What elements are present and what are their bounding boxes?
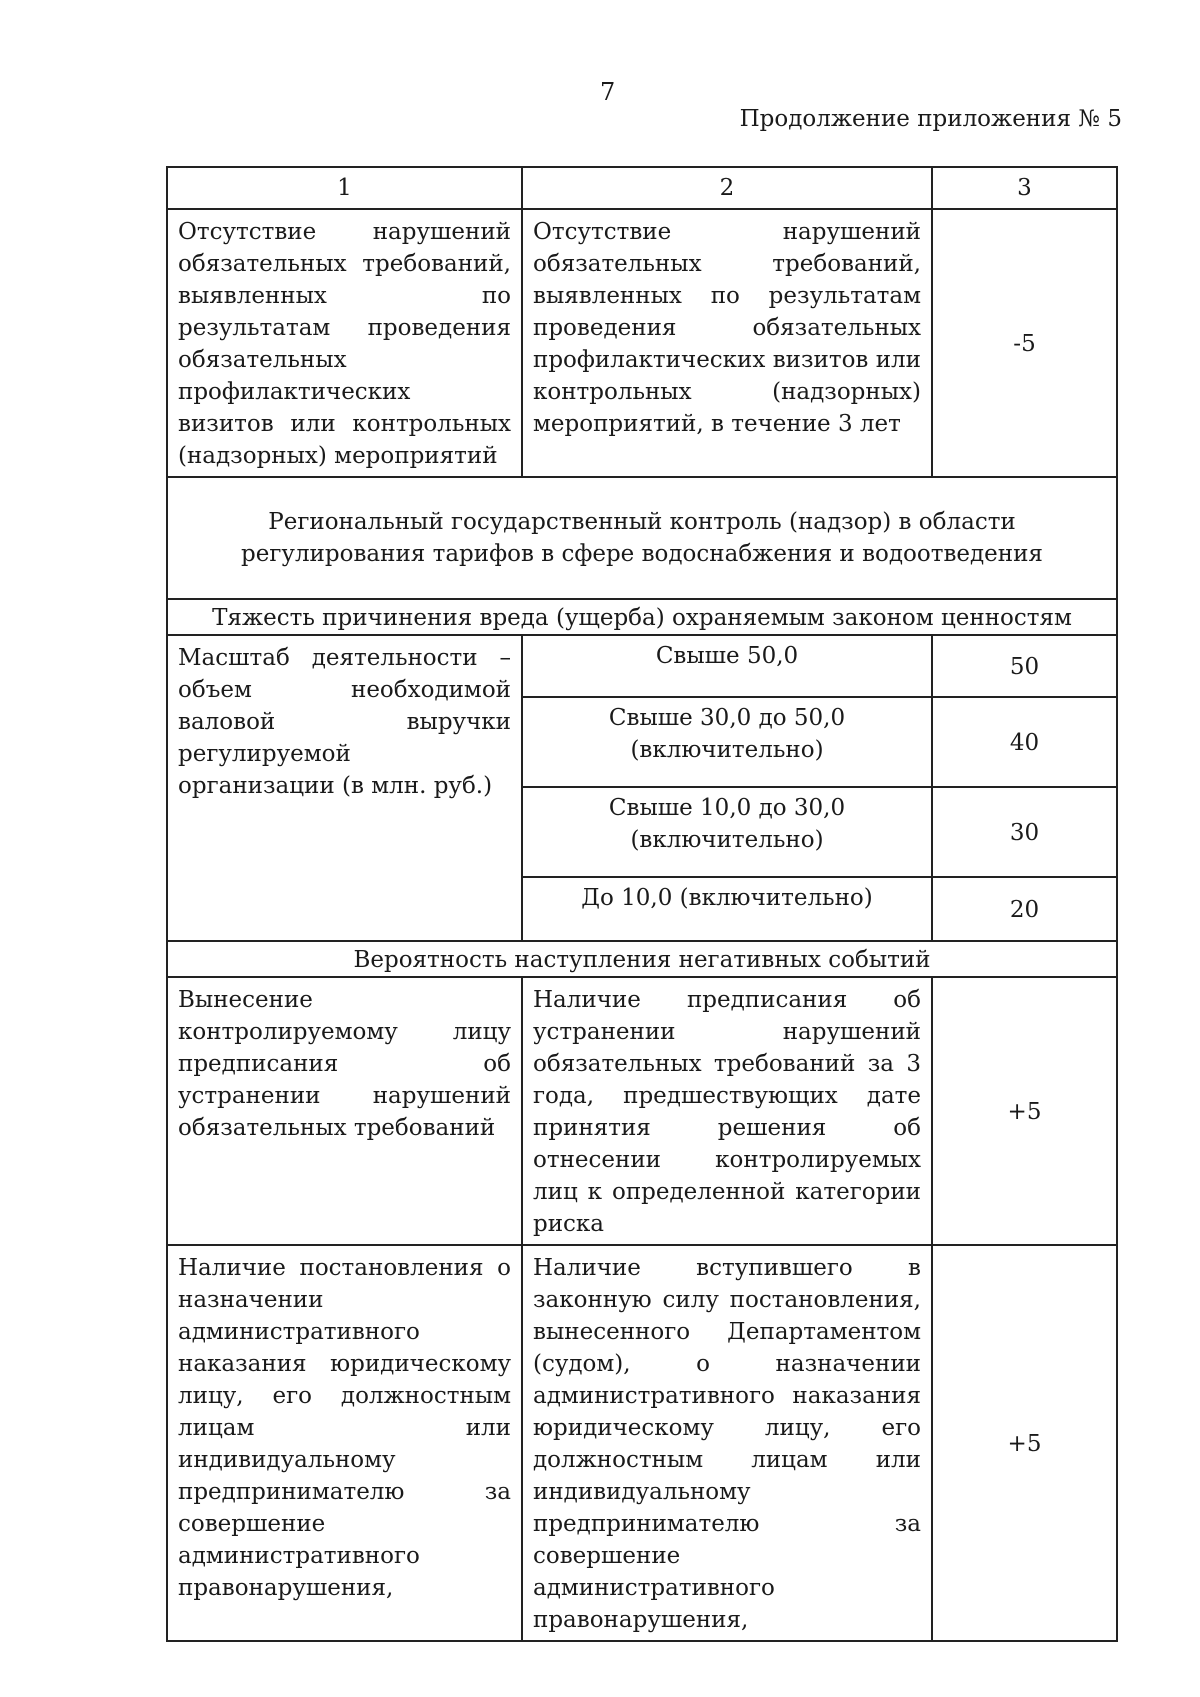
score-cell: -5 xyxy=(932,209,1117,477)
criterion-cell: Отсутствие нарушений обязательных требований, выявленных по результатам проведения обязательных профилактических визитов или контрольных (надзорных) мероприятий xyxy=(167,209,522,477)
indicator-cell: Наличие предписания об устранении нарушений обязательных требований за 3 года, предшествующих дате принятия решения об отнесении контролируемых лиц к определенной категории риска xyxy=(522,977,932,1245)
score-cell: 40 xyxy=(932,697,1117,787)
score-cell: 20 xyxy=(932,877,1117,941)
column-header-3: 3 xyxy=(932,167,1117,209)
criterion-cell: Наличие постановления о назначении административного наказания юридическому лицу, его должностным лицам или индивидуальному предпринимателю за совершение административного правонарушения, xyxy=(167,1245,522,1641)
range-cell: Свыше 30,0 до 50,0 (включительно) xyxy=(522,697,932,787)
indicator-cell: Наличие вступившего в законную силу постановления, вынесенного Департаментом (судом), о назначении административного наказания юридическому лицу, его должностным лицам или индивидуальному предпринимателю за совершение административного правонарушения, xyxy=(522,1245,932,1641)
indicator-cell: Отсутствие нарушений обязательных требований, выявленных по результатам проведения обязательных профилактических визитов или контрольных (надзорных) мероприятий, в течение 3 лет xyxy=(522,209,932,477)
score-cell: 30 xyxy=(932,787,1117,877)
table-row xyxy=(167,635,1117,697)
range-cell: До 10,0 (включительно) xyxy=(522,877,932,941)
subheader-row xyxy=(167,599,1117,635)
appendix-label: Продолжение приложения № 5 xyxy=(739,106,1122,132)
score-cell: +5 xyxy=(932,977,1117,1245)
table-row xyxy=(167,209,1117,477)
probability-header: Вероятность наступления негативных событий xyxy=(167,941,1117,977)
range-cell: Свыше 10,0 до 30,0 (включительно) xyxy=(522,787,932,877)
table-row xyxy=(167,1245,1117,1641)
section-title: Региональный государственный контроль (надзор) в области регулирования тарифов в сфере водоснабжения и водоотведения xyxy=(167,477,1117,599)
range-cell: Свыше 50,0 xyxy=(522,635,932,697)
criteria-table xyxy=(166,166,1118,1642)
criterion-cell: Вынесение контролируемому лицу предписания об устранении нарушений обязательных требований xyxy=(167,977,522,1245)
severity-header: Тяжесть причинения вреда (ущерба) охраняемым законом ценностям xyxy=(167,599,1117,635)
page-number: 7 xyxy=(600,78,616,106)
subheader-row xyxy=(167,941,1117,977)
column-header-1: 1 xyxy=(167,167,522,209)
score-cell: +5 xyxy=(932,1245,1117,1641)
table-row xyxy=(167,977,1117,1245)
scale-label-cell: Масштаб деятельности – объем необходимой валовой выручки регулируемой организации (в млн. руб.) xyxy=(167,635,522,941)
column-header-2: 2 xyxy=(522,167,932,209)
table-header-row xyxy=(167,167,1117,209)
score-cell: 50 xyxy=(932,635,1117,697)
section-row xyxy=(167,477,1117,599)
